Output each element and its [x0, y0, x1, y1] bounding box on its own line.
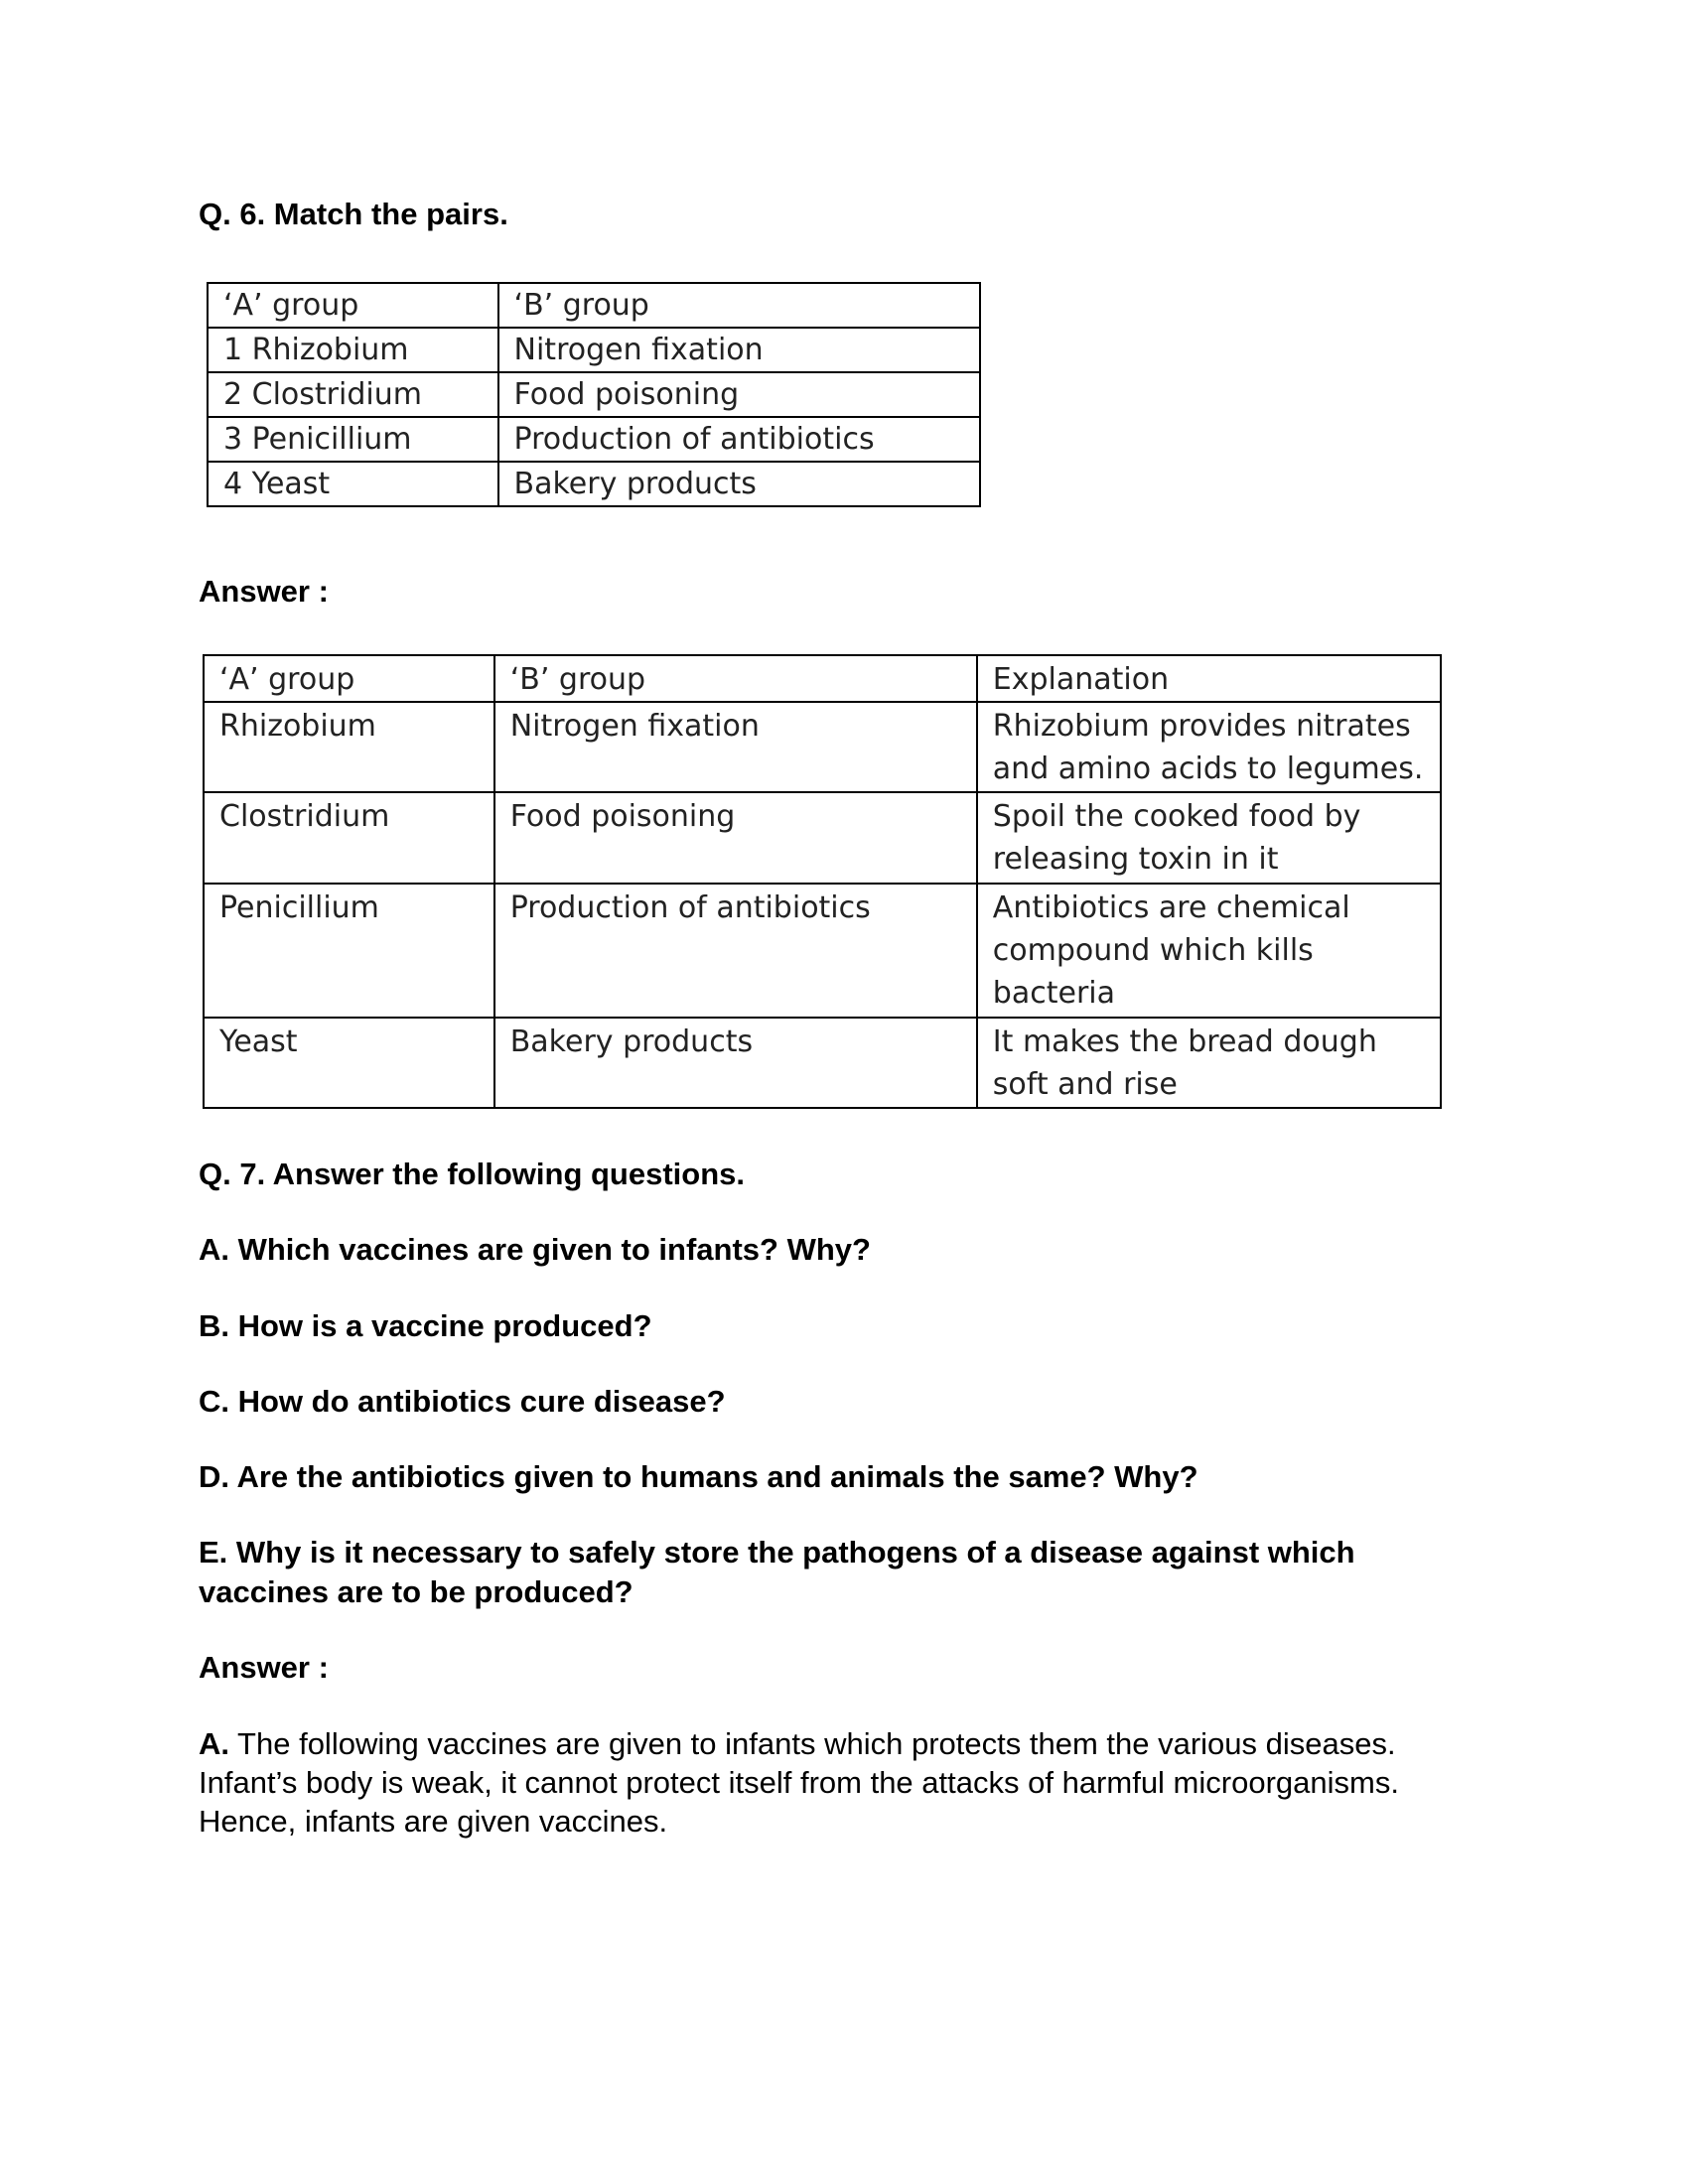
table-cell: Yeast: [204, 1018, 494, 1108]
table-cell: It makes the bread dough soft and rise: [977, 1018, 1441, 1108]
sub-question-d: D. Are the antibiotics given to humans and animals the same? Why?: [199, 1459, 1198, 1494]
table-header-cell: Explanation: [977, 655, 1441, 702]
table-header-cell: ‘A’ group: [208, 283, 498, 328]
table-cell: 2 Clostridium: [208, 372, 498, 417]
table-cell: Antibiotics are chemical compound which kills bacteria: [977, 884, 1441, 1018]
question-7-title: Q. 7. Answer the following questions.: [199, 1157, 746, 1191]
table-header-cell: ‘B’ group: [494, 655, 977, 702]
sub-question-a: A. Which vaccines are given to infants? Why?: [199, 1232, 871, 1267]
table-cell: Clostridium: [204, 792, 494, 884]
table-row: [208, 417, 980, 462]
table-header-cell: ‘A’ group: [204, 655, 494, 702]
match-table: [207, 282, 981, 507]
table-cell: Nitrogen fixation: [494, 702, 977, 792]
table-cell: Rhizobium: [204, 702, 494, 792]
table-cell: Spoil the cooked food by releasing toxin in it: [977, 792, 1441, 884]
table-cell: Bakery products: [498, 462, 980, 506]
table-cell: 3 Penicillium: [208, 417, 498, 462]
table-row: [204, 1018, 1441, 1108]
answer-table: [203, 654, 1442, 1109]
table-row: [208, 328, 980, 372]
table-row: [204, 884, 1441, 1018]
table-row: [204, 702, 1441, 792]
table-cell: Food poisoning: [494, 792, 977, 884]
table-row: [204, 792, 1441, 884]
table-row: [208, 462, 980, 506]
table-cell: Production of antibiotics: [498, 417, 980, 462]
table-cell: 4 Yeast: [208, 462, 498, 506]
table-cell: Production of antibiotics: [494, 884, 977, 1018]
answer-a-paragraph: [199, 1724, 1499, 1841]
table-header-cell: ‘B’ group: [498, 283, 980, 328]
question-6-title: Q. 6. Match the pairs.: [199, 197, 508, 231]
answer-a-prefix: A.: [199, 1726, 229, 1761]
table-cell: Nitrogen fixation: [498, 328, 980, 372]
answer-a-text: The following vaccines are given to infants which protects them the various diseases. Infant’s body is weak, it cannot protect itself from the attacks of harmful microorganisms. Hence, infants are given vaccines.: [199, 1726, 1399, 1839]
sub-question-e: E. Why is it necessary to safely store the pathogens of a disease against which vaccines are to be produced?: [199, 1535, 1355, 1609]
answer-label: Answer :: [199, 1650, 329, 1685]
table-header-row: [204, 655, 1441, 702]
table-cell: 1 Rhizobium: [208, 328, 498, 372]
table-cell: Penicillium: [204, 884, 494, 1018]
table-cell: Bakery products: [494, 1018, 977, 1108]
answer-label: Answer :: [199, 574, 329, 609]
table-row: [208, 372, 980, 417]
table-cell: Rhizobium provides nitrates and amino acids to legumes.: [977, 702, 1441, 792]
table-header-row: [208, 283, 980, 328]
sub-question-b: B. How is a vaccine produced?: [199, 1308, 652, 1343]
sub-question-c: C. How do antibiotics cure disease?: [199, 1384, 726, 1419]
table-cell: Food poisoning: [498, 372, 980, 417]
